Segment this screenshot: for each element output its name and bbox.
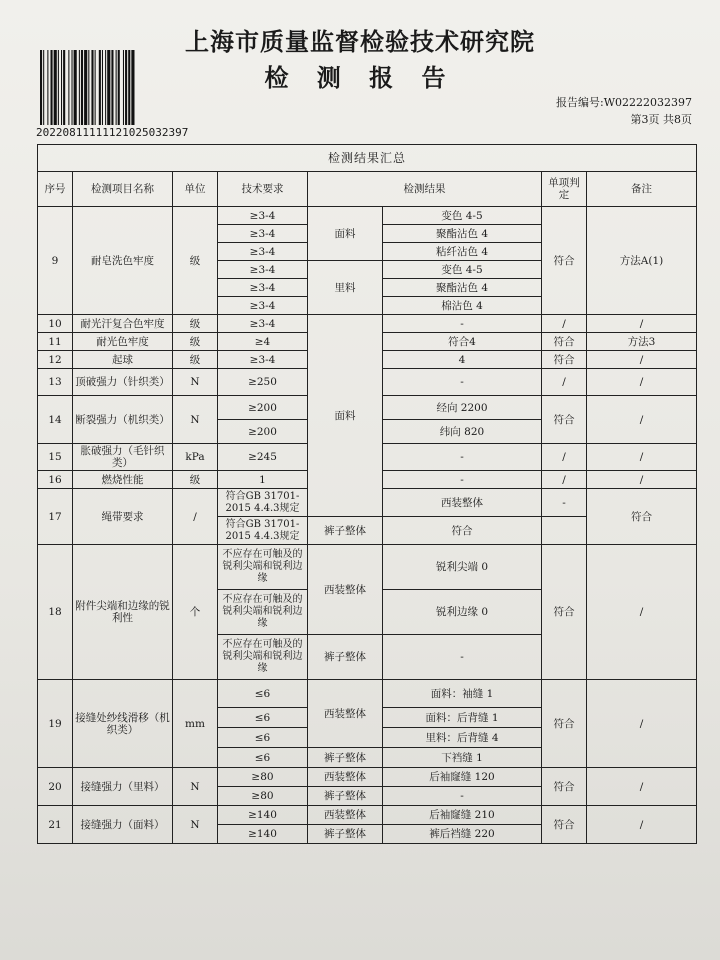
remark: / [587,680,697,768]
row-number: 13 [38,369,73,396]
unit: 级 [173,351,218,369]
row-number: 12 [38,351,73,369]
result: 锐利边缘 0 [383,590,542,635]
table-row [38,207,697,225]
table-caption: 检测结果汇总 [38,145,697,172]
barcode-icon [38,50,183,125]
remark: / [587,396,697,444]
requirement: 不应存在可触及的锐利尖端和锐利边缘 [218,590,308,635]
material-part: 面料 [308,207,383,261]
remark: / [587,545,697,680]
unit: N [173,768,218,806]
document-title: 检 测 报 告 [264,63,456,92]
table-row [38,545,697,590]
result: 符合4 [383,333,542,351]
remark: 方法A(1) [587,207,697,315]
row-number: 19 [38,680,73,768]
institute-title: 上海市质量监督检验技术研究院 [185,27,535,56]
unit: kPa [173,444,218,471]
requirement: ≥3-4 [218,207,308,225]
test-item: 燃烧性能 [73,471,173,489]
result: 锐利尖端 0 [383,545,542,590]
verdict: / [542,369,587,396]
row-number: 17 [38,489,73,545]
requirement: ≥80 [218,787,308,806]
column-header: 单位 [173,172,218,207]
requirement: ≥3-4 [218,261,308,279]
requirement: ≤6 [218,680,308,708]
column-header: 备注 [587,172,697,207]
requirement: ≥3-4 [218,297,308,315]
result: - [383,369,542,396]
table-row [38,680,697,708]
column-header: 检测项目名称 [73,172,173,207]
result: 纬向 820 [383,420,542,444]
result: 后袖窿缝 210 [383,806,542,825]
garment-part: 西装整体 [383,489,542,517]
result: 裤后裆缝 220 [383,825,542,844]
remark: 方法3 [587,333,697,351]
column-header: 检测结果 [308,172,542,207]
verdict: 符合 [542,207,587,315]
test-item: 接缝强力（里料） [73,768,173,806]
result: 变色 4-5 [383,261,542,279]
result: - [383,444,542,471]
result: 面料：袖缝 1 [383,680,542,708]
result: 4 [383,351,542,369]
remark: / [587,806,697,844]
result: - [383,787,542,806]
remark: / [587,444,697,471]
verdict: 符合 [542,333,587,351]
remark: / [587,315,697,333]
test-item: 断裂强力（机织类） [73,396,173,444]
requirement: ≥140 [218,825,308,844]
requirement: 不应存在可触及的锐利尖端和锐利边缘 [218,545,308,590]
remark: / [587,768,697,806]
garment-part: 西装整体 [308,680,383,748]
garment-part: 西装整体 [308,545,383,635]
unit: 级 [173,207,218,315]
requirement: 1 [218,471,308,489]
requirement: ≥245 [218,444,308,471]
verdict: 符合 [542,396,587,444]
requirement: ≥140 [218,806,308,825]
row-number: 15 [38,444,73,471]
row-number: 10 [38,315,73,333]
garment-part: 西装整体 [308,806,383,825]
verdict: 符合 [542,806,587,844]
requirement: ≥3-4 [218,225,308,243]
requirement: ≥80 [218,768,308,787]
material-part: 里料 [308,261,383,315]
garment-part: 西装整体 [308,768,383,787]
row-number: 21 [38,806,73,844]
test-item: 耐光色牢度 [73,333,173,351]
remark: / [587,369,697,396]
unit: 级 [173,471,218,489]
column-header: 技术要求 [218,172,308,207]
material-part: 面料 [308,315,383,517]
table-header-row [38,172,697,207]
requirement: ≤6 [218,728,308,748]
report-number: 报告编号:W02222032397 [556,96,692,109]
requirement: ≥3-4 [218,351,308,369]
test-item: 胀破强力（毛针织类） [73,444,173,471]
requirement: ≤6 [218,748,308,768]
row-number: 11 [38,333,73,351]
requirement: ≥200 [218,396,308,420]
verdict: / [542,315,587,333]
result: - [383,471,542,489]
page-info: 第3页 共8页 [630,113,692,126]
verdict: 符合 [542,768,587,806]
requirement: ≥3-4 [218,279,308,297]
requirement: 符合GB 31701-2015 4.4.3规定 [218,517,308,545]
verdict: 符合 [542,351,587,369]
garment-part: 裤子整体 [308,825,383,844]
verdict: / [542,444,587,471]
requirement: ≥200 [218,420,308,444]
requirement: ≥3-4 [218,243,308,261]
unit: 个 [173,545,218,680]
row-number: 16 [38,471,73,489]
barcode-number: 20220811111121025032397 [36,126,189,139]
result: - [542,489,587,517]
column-header: 序号 [38,172,73,207]
unit: 级 [173,333,218,351]
unit: N [173,369,218,396]
unit: 级 [173,315,218,333]
requirement: 符合GB 31701-2015 4.4.3规定 [218,489,308,517]
unit: mm [173,680,218,768]
table-row [38,768,697,787]
table-row [38,806,697,825]
result: 后袖窿缝 120 [383,768,542,787]
remark: / [587,351,697,369]
test-item: 接缝强力（面料） [73,806,173,844]
row-number: 18 [38,545,73,680]
test-item: 起球 [73,351,173,369]
test-item: 附件尖端和边缘的锐利性 [73,545,173,680]
requirement: ≤6 [218,708,308,728]
result: 变色 4-5 [383,207,542,225]
requirement: 不应存在可触及的锐利尖端和锐利边缘 [218,635,308,680]
verdict: 符合 [587,489,697,545]
row-number: 20 [38,768,73,806]
result: 聚酯沾色 4 [383,225,542,243]
test-item: 接缝处纱线滑移（机织类） [73,680,173,768]
result: - [383,315,542,333]
table-row [38,315,697,333]
requirement: ≥250 [218,369,308,396]
test-item: 耐皂洗色牢度 [73,207,173,315]
unit: / [173,489,218,545]
row-number: 14 [38,396,73,444]
test-item: 耐光汗复合色牢度 [73,315,173,333]
test-item: 顶破强力（针织类） [73,369,173,396]
column-header: 单项判定 [542,172,587,207]
requirement: ≥4 [218,333,308,351]
result: 棉沾色 4 [383,297,542,315]
result: 下裆缝 1 [383,748,542,768]
verdict: 符合 [542,680,587,768]
garment-part: 裤子整体 [308,787,383,806]
garment-part: 裤子整体 [308,635,383,680]
result: 经向 2200 [383,396,542,420]
row-number: 9 [38,207,73,315]
results-table [37,144,697,844]
garment-part: 裤子整体 [308,748,383,768]
remark: / [587,471,697,489]
requirement: ≥3-4 [218,315,308,333]
result: 聚酯沾色 4 [383,279,542,297]
result: 里料：后背缝 4 [383,728,542,748]
unit: N [173,396,218,444]
result: - [383,635,542,680]
result: 面料：后背缝 1 [383,708,542,728]
result: 粘纤沾色 4 [383,243,542,261]
result: 符合 [383,517,542,545]
test-item: 绳带要求 [73,489,173,545]
unit: N [173,806,218,844]
verdict: / [542,471,587,489]
verdict: 符合 [542,545,587,680]
garment-part: 裤子整体 [308,517,383,545]
